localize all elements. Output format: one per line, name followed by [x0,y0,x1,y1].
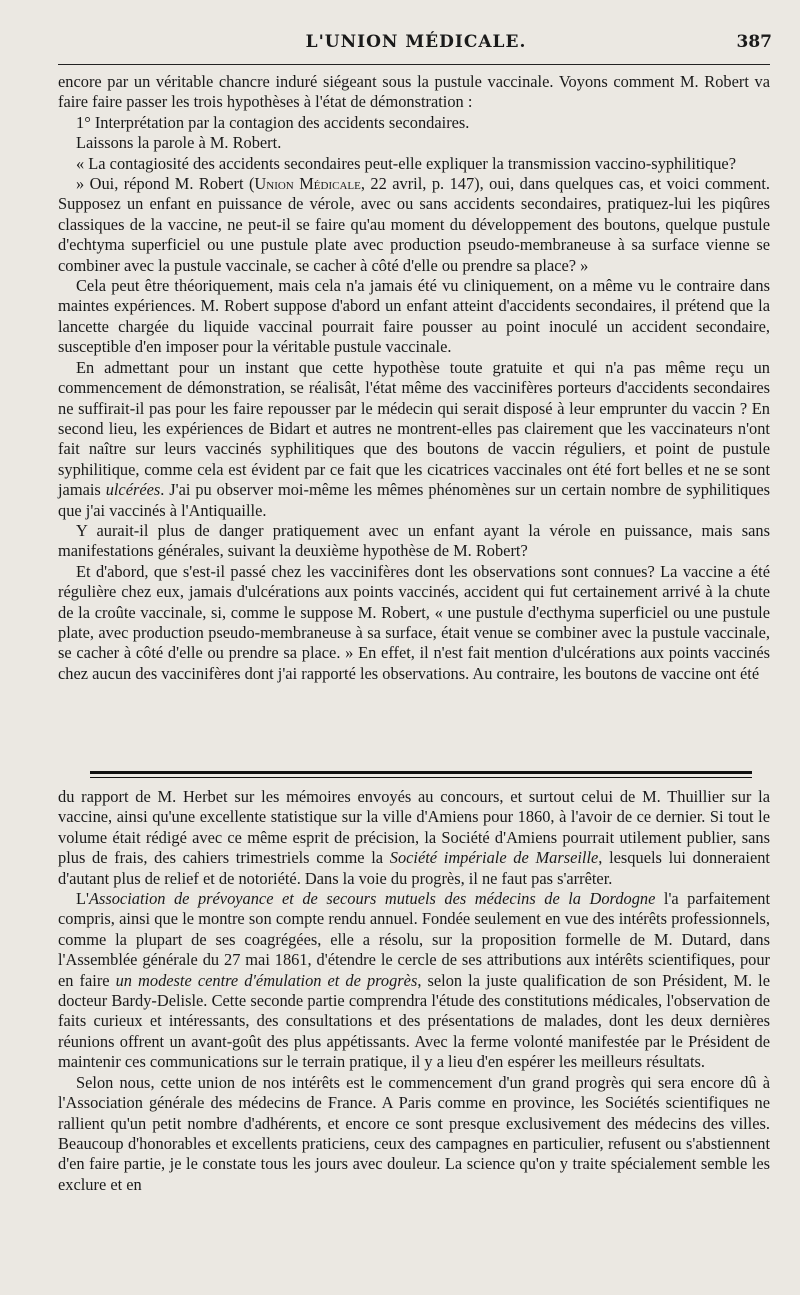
text-run: En admettant pour un instant que cette hypothèse toute gratuite et qui n'a pas même reçu un commencement de démonstration, se réalisât, l'état même des vaccinifères porteurs d'accidents secondaires ne suffirait-il pas pour les faire repousser par le médecin qui serait disposé à leur emprunter du vaccin ? En second lieu, les expériences de Bidart et autres ne montrent-elles pas clairement que les vaccinateurs n'ont fait naître sur leurs vaccinés syphilitiques que des boutons de vaccin réguliers, et point de pustule syphilitique, comme cela est évident par ce fait que les cicatrices vaccinales ont été fort belles et ne se sont jamais [58,357,770,500]
emphasis: Association de prévoyance et de secours mutuels des médecins de la Dordogne [88,889,656,909]
text-run: L' [76,889,89,909]
text-run: . J'ai pu observer moi-même les mêmes phénomènes sur un certain nombre de syphilitiques que j'ai vaccinés à l'Antiquaille. [58,480,770,520]
section-separator [90,771,752,774]
paragraph: Laissons la parole à M. Robert. [76,133,282,153]
paragraph: Et d'abord, que s'est-il passé chez les vaccinifères dont les observations sont connues? La vaccine a été régulière chez eux, jamais d'ulcérations aux points vaccinés, accident qui fut certainement arrivé à la chute de la croûte vaccinale, si, comme le suppose M. Robert, « une pustule d'ecthyma superficiel ou une pustule plate, avec production pseudo-membraneuse à sa surface, était venue se combiner avec la pustule vaccinale, se cacher à côté d'elle ou prendre sa place. » En effet, il n'est fait mention d'ulcérations aux points vaccinés chez aucun des vaccinifères dont j'ai rapporté les observations. Au contraire, les boutons de vaccine ont été [58,561,770,683]
main-article [58,72,770,684]
text-run: du rapport de M. Herbet sur les mémoires envoyés au concours, et surtout celui de M. Thuillier sur la vaccine, ainsi qu'une excellente statistique sur la ville d'Amiens pour 1860, à l'avoir de ce dernier. Si tout le volume était rédigé avec ce même esprit de précision, la Société d'Amiens pourrait utilement publier, sans plus de frais, des cahiers trimestriels comme la [58,787,770,868]
paragraph: encore par un véritable chancre induré siégeant sous la pustule vaccinale. Voyons comment M. Robert va faire faire passer les trois hypothèses à l'état de démonstration : [58,72,770,112]
paragraph: « La contagiosité des accidents secondaires peut-elle expliquer la transmission vaccino-syphilitique? [76,153,736,173]
paragraph [58,174,770,276]
running-title: L'UNION MÉDICALE. [305,32,527,52]
text-run: » Oui, répond M. Robert ( [76,174,255,194]
text-run: , selon la juste qualification de son Président, M. le docteur Bardy-Delisle. Cette seconde partie comprendra l'étude des constitutions médicales, l'observation de faits curieux et intéressants, des consultations et des présentations de malades, dont les deux dernières réunions offrent un avant-goût des plus appétissants. Avec la ferme volonté manifestée par le Président de maintenir ces communications sur le terrain pratique, il y a lieu d'en espérer les meilleurs résultats. [58,970,770,1072]
emphasis: un modeste centre d'émulation et de progrès [115,970,418,990]
section-separator [90,777,752,778]
paragraph [58,358,770,521]
text-run: l'a parfaitement compris, ainsi que le montre son compte rendu annuel. Fondée seulement en vue des intérêts professionnels, comme la plupart de ses coagrégées, elle a résolu, sur la proposition formelle de M. Dutard, dans l'Assemblée générale du 27 mai 1861, d'étendre le cercle de ses attributions aux intérêts scientifiques, pour en faire [58,889,770,990]
paragraph: 1° Interprétation par la contagion des accidents secondaires. [76,112,470,132]
text-run: , 22 avril, p. 147), oui, dans quelques cas, et voici comment. Supposez un enfant en puissance de vérole, avec ou sans accidents secondaires, pratiquez-lui les piqûres classiques de la vaccine, ne peut-il se faire qu'au moment du développement des boutons, quelque pustule d'echtyma superficiel ou une pustule plate avec production pseudo-membraneuse à sa surface vienne se combiner avec la pustule vaccinale, se cacher à côté d'elle ou prendre sa place? » [58,174,770,275]
paragraph: Cela peut être théoriquement, mais cela n'a jamais été vu cliniquement, on a même vu le contraire dans maintes expériences. M. Robert suppose d'abord un enfant atteint d'accidents secondaires, il prétend que la lancette chargée du liquide vaccinal pourrait faire pousser au point inoculé un accident secondaire, susceptible d'en imposer pour la véritable pustule vaccinale. [58,276,770,357]
journal-name: Union Médicale [254,174,361,194]
text-run: , lesquels lui donneraient d'autant plus de relief et de notoriété. Dans la voie du progrès, il ne faut pas s'arrêter. [58,848,770,888]
emphasis: ulcérées [105,480,161,500]
emphasis: Société impériale de Marseille [389,848,599,868]
paragraph [58,889,770,1073]
paragraph: Selon nous, cette union de nos intérêts est le commencement d'un grand progrès qui sera encore dû à l'Association générale des médecins de France. A Paris comme en province, les Sociétés scientifiques ne rallient qu'un petit nombre d'adhérents, et encore ce sont presque exclusivement des médecins des villes. Beaucoup d'honorables et excellents praticiens, ceux des campagnes en particulier, refusent ou s'abstiennent d'en faire partie, je le constate tous les jours avec douleur. La science qu'on y traite spécialement semble les exclure et en [58,1072,770,1194]
page-header [60,28,772,62]
page-number: 387 [736,32,772,52]
header-rule [58,64,770,65]
feuilleton [58,787,770,1195]
paragraph: Y aurait-il plus de danger pratiquement avec un enfant ayant la vérole en puissance, mais sans manifestations générales, suivant la deuxième hypothèse de M. Robert? [58,520,770,561]
paragraph [58,787,770,889]
